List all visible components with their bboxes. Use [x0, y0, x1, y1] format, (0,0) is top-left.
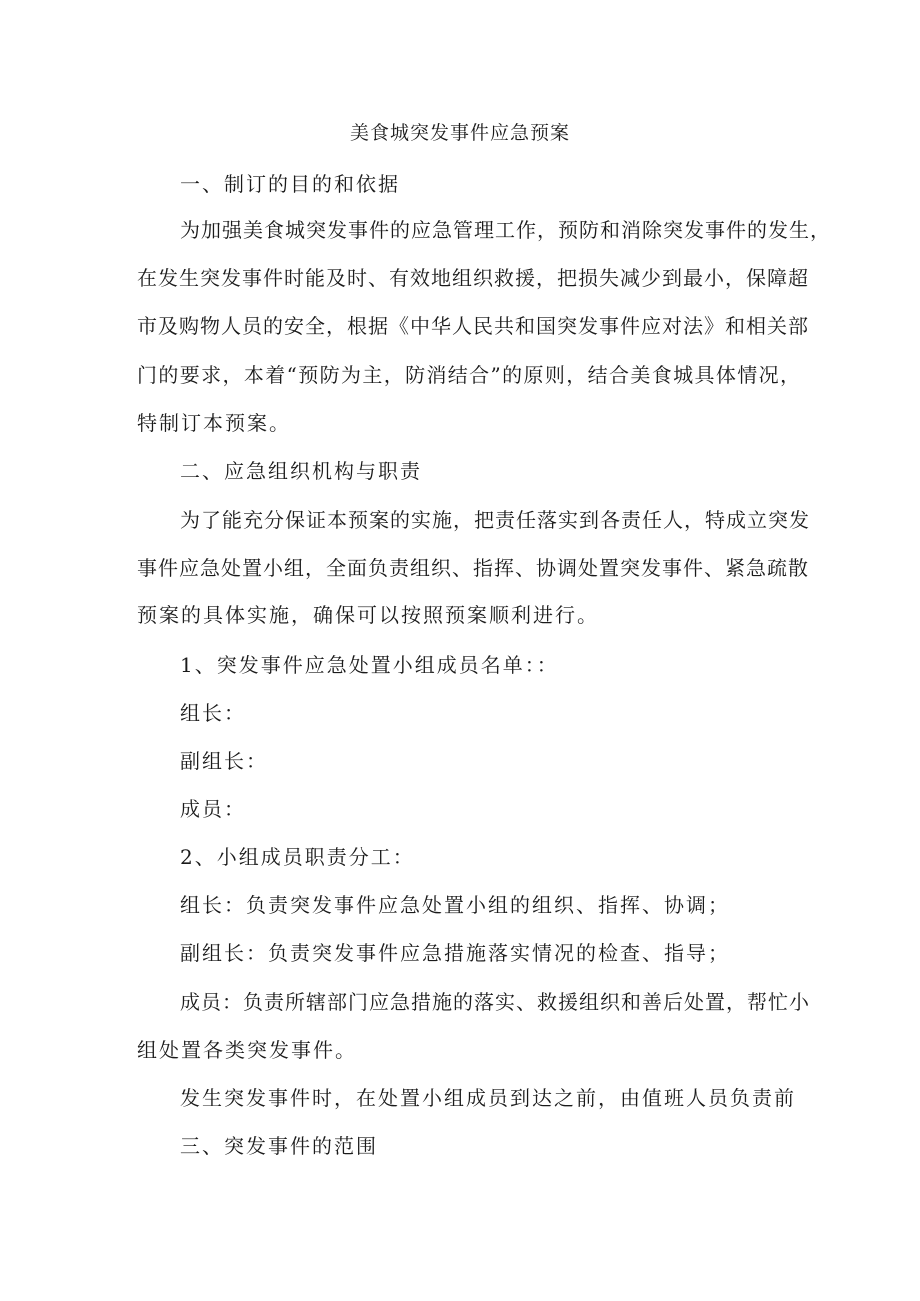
members-duty-line: 成员：负责所辖部门应急措施的落实、救援组织和善后处置，帮忙小	[180, 990, 810, 1014]
member-list-heading: 1、突发事件应急处置小组成员名单：：	[180, 653, 559, 677]
paragraph-line: 特制订本预案。	[137, 411, 291, 435]
section-heading-3: 三、突发事件的范围	[180, 1134, 378, 1158]
paragraph-line: 为加强美食城突发事件的应急管理工作，预防和消除突发事件的发生，	[180, 218, 831, 242]
note-line: 发生突发事件时，在处置小组成员到达之前，由值班人员负责前	[180, 1086, 796, 1110]
deputy-label: 副组长：	[180, 749, 268, 773]
section-heading-1: 一、制订的目的和依据	[180, 172, 400, 196]
duties-heading: 2、小组成员职责分工：	[180, 845, 415, 869]
leader-label: 组长：	[180, 701, 246, 725]
deputy-duty: 副组长：负责突发事件应急措施落实情况的检查、指导；	[180, 941, 730, 965]
members-label: 成员：	[180, 797, 246, 821]
paragraph-line: 门的要求，本着“预防为主，防消结合”的原则，结合美食城具体情况，	[137, 363, 801, 387]
paragraph-line: 预案的具体实施，确保可以按照预案顺利进行。	[137, 603, 599, 627]
section-heading-2: 二、应急组织机构与职责	[180, 459, 422, 483]
paragraph-line: 市及购物人员的安全，根据《中华人民共和国突发事件应对法》和相关部	[137, 314, 809, 338]
leader-duty: 组长：负责突发事件应急处置小组的组织、指挥、协调；	[180, 893, 730, 917]
paragraph-line: 为了能充分保证本预案的实施，把责任落实到各责任人，特成立突发	[180, 508, 810, 532]
members-duty-line: 组处置各类突发事件。	[137, 1038, 357, 1062]
document-title: 美食城突发事件应急预案	[349, 122, 570, 144]
paragraph-line: 在发生突发事件时能及时、有效地组织救援，把损失减少到最小，保障超	[137, 266, 809, 290]
paragraph-line: 事件应急处置小组，全面负责组织、指挥、协调处置突发事件、紧急疏散	[137, 556, 809, 580]
